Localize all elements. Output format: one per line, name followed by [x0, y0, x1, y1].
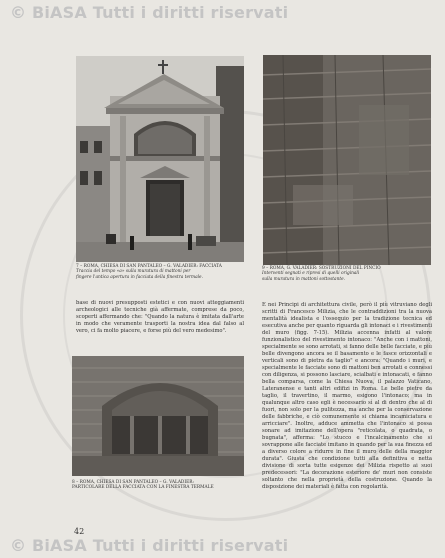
page-number: 42 — [74, 527, 85, 536]
watermark-bottom: © BiASA Tutti i diritti riservati — [10, 536, 289, 555]
caption-7-title: 7 – ROMA, CHIESA DI SAN PANTALEO – G. VALADIER: FACCIATA — [76, 264, 222, 269]
caption-8-title: 8 – ROMA, CHIESA DI SAN PANTALEO – G. VALADIER: — [72, 480, 194, 485]
caption-9-title: 9 – ROMA, G. VALADIER: SOSTRUZIONI DEL PINCIO — [262, 266, 381, 271]
caption-7-line: Traccia del tempo «a» sulla muratura di mattoni per — [76, 269, 191, 275]
photo-church-facade — [76, 56, 244, 262]
church-facade-drawing — [76, 56, 244, 262]
photo-facade-window — [72, 356, 244, 476]
caption-9-line: Interventi segnati e ripresi di quelli originali — [262, 271, 360, 277]
caption-7-line: fingere l'antica apertura in facciata della finestra termale. — [76, 274, 203, 280]
photo-pincio-wall — [263, 55, 431, 265]
watermark-top: © BiASA Tutti i diritti riservati — [10, 3, 289, 22]
caption-9-line: sulla muratura in mattoni sottostante. — [262, 276, 346, 282]
facade-window-drawing — [72, 356, 244, 476]
caption-figure-8 — [72, 480, 244, 491]
brick-wall-drawing — [263, 55, 431, 265]
caption-8-line: PARTICOLARE DELLA FACCIATA CON LA FINESTRA TERMALE — [72, 485, 214, 491]
caption-figure-9 — [262, 266, 432, 282]
body-text-right-column: E nei Principi di architettura civile, però il più vitruviano degli scritti di Francesco Milizia, che le contraddizioni tra la nuova mentalità idealista e l'ossequio per la tradizione tecnica ed esecutiva anche per quanto riguarda gli intonaci e i rivestimenti del muro (figg. 7-15). Milizia accenna infatti al valore funzionalistico del rivestimento intonaco: "Anche con i mattoni, specialmente se sono arrotati, si fanno delle belle facciate, e più belle divengono ancora se il basamento e le fasce orizzontali e verticali sono di pietra da taglio" e ancora: "Quando i muri, e specialmente le facciate sono di mattoni ben arrotati e connessi con diligenza, si possono lasciare, scialbati e intonacati, e fanno bella comparsa, come la Chiesa Nuova, il palazzo Vaticano, Lateranense e tanti altri edifizi in Roma. Le belle pietre da taglio, il travertino, il marmo, esigono l'intonaco; ma in qualunque altro caso egli è necessario sì al di dentro che al di fuori, non solo per la pulitezza, ma anche per la conservazione delle fabbriche, e ciò comunemente si chiama incamiciatura e arricciare". Inoltre, adduce ammetta che l'intonaco si possa sonare ad imitazione dell'opera "reticolata, o quadrata, o bugnata", afferma: "Lo stucco e l'incalcinamento che si sovrappone alle facciate imitano in quando per la sua finezza ed a diverso colore a ridurre in fine il muro delle della maggior durata". Giusta che condizione tutti alla definitiva e netta divisione di sorta tutte esigenze dei Milizia rispetto ai suoi predecessori: "La decorazione esteriore de' muri non consiste soltanto che nella proprietà della costruzione. Quando la disposizione dei materiali è fatta con regolarità. — [262, 302, 432, 490]
caption-figure-7 — [76, 264, 244, 280]
body-text-left-column: base di nuovi presupposti estetici e con nuovi atteggiamenti archeologici alle tecniche già affermate, comprese da poco, scoperti affermando che: "Quando la natura è imitata dall'arte in modo che veramente trasporti la nostra idea dal falso al vero, ci fa molto piacere, e forse più del vero medesimo". — [76, 300, 244, 334]
